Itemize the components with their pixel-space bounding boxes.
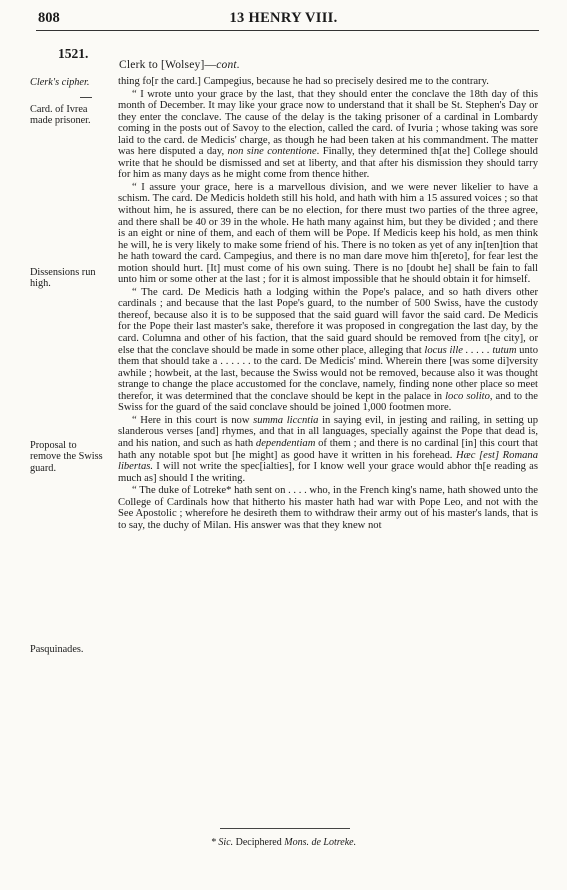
paragraph-4-text-end: , and to the Swiss for the guard of the said conclave should be joined 1,000 footmen more.	[118, 390, 538, 414]
footnote-sic: * Sic.	[210, 837, 234, 848]
footnote-text: Deciphered	[235, 837, 285, 848]
section-title-lead: Clerk to [Wolsey]—	[119, 59, 217, 71]
year-heading: 1521.	[58, 46, 89, 61]
paragraph-5-latin-2: dependentiam	[255, 437, 316, 449]
paragraph-5-text: “ Here in this court is now	[132, 414, 254, 426]
paragraph-1: thing fo[r the card.] Campegius, because he had so precisely desired me to the contrary.	[118, 76, 489, 87]
letter-body	[118, 76, 538, 531]
header-rule	[36, 30, 539, 31]
paragraph-5	[118, 415, 538, 484]
margin-divider	[80, 97, 92, 98]
margin-note-pasquinades: Pasquinades.	[30, 644, 84, 655]
margin-note-clerks-cipher: Clerk's cipher.	[30, 77, 90, 88]
footnote-rule	[220, 828, 350, 829]
paragraph-5-latin: summa liccntia	[253, 414, 319, 426]
paragraph-5-latin-3: Hæc [est] Romana libertas.	[118, 449, 538, 473]
paragraph-5-text-end: I will not write the spec[ialties], for I know well your grace would abhor th[e reading as much as] should I the writing.	[118, 461, 538, 484]
margin-note-proposal: Proposal to remove the Swiss guard.	[30, 440, 103, 474]
paragraph-2-text: “ I wrote unto your grace by the last, that they should enter the conclave the 18th day of this month of December. It may like your grace now to understand that it shall be St. Stephen's Day or they enter the conclave. The cause of the delay is the taking prisoner of a cardinal in Lombardy coming in the posts out of Savoy to the election, called the card. of Ivuria ; whose taking was sore laid to the card. de Medicis' charge, as though he had been taken at his commandment. The matter was here disputed a day,	[118, 88, 538, 158]
paragraph-5-text-3: of them ; and there is no cardinal [in] this court that hath any notable spot but [he might] as good have it written in his forehead.	[118, 437, 538, 461]
paragraph-5-text-2: in saying evil, in jesting and railing, in setting up slanderous verses [and] rhymes, and that in all languages, specially against the Pope that dead is, and his nation, and such as hath	[118, 414, 539, 449]
section-title	[119, 59, 240, 71]
footnote	[0, 837, 567, 848]
paragraph-4-latin-2: loco solito	[445, 390, 490, 402]
margin-note-dissensions: Dissensions run high.	[30, 267, 96, 290]
section-title-cont: cont.	[216, 59, 240, 71]
paragraph-6: “ The duke of Lotreke* hath sent on . . . . who, in the French king's name, hath showed unto the College of Cardinals how that hitherto his master hath had war with Pope Leo, and not with the See Apostolic ; wherefore he desireth them to withdraw their army out of his master's lands, that is to say, the duchy of Milan. His answer was that they knew not	[118, 485, 538, 531]
paragraph-4-latin: locus ille . . . . . tutum	[424, 344, 517, 356]
paragraph-4-text-mid: unto them that should take a . . . . . . to the card. De Medicis' mind. Wherein there [was some di]versity awhile ; howbeit, at the last, because the Swiss would not be removed, because also it was thought strange to change the place accustomed for the conclave, namely, finding none other place so meet therefor, it was determined that the conclave should be kept in the palace in	[118, 344, 539, 402]
paragraph-4-text: “ The card. De Medicis hath a lodging within the Pope's palace, and so hath divers other cardinals ; and because that the last Pope's guard, to the number of 500 Swiss, have the custody thereof, because also it is to be supposed that the said guard will favor the said card. De Medicis for the Pope their last master's sake, therefore it was proposed in congregation the last day, by the card. Columna and other of his faction, that the said guard should be removed from t[he city], or else that the conclave should be made in some other place, alleging that	[118, 286, 538, 356]
margin-note-card-ivrea: Card. of Ivrea made prisoner.	[30, 104, 91, 127]
paragraph-2-latin: non sine contentione	[227, 146, 317, 158]
running-title: 13 HENRY VIII.	[229, 10, 338, 26]
paragraph-4	[118, 287, 538, 414]
paragraph-2-text-end: . Finally, they determined th[at the] College should write that he should be dismissed and set at liberty, and that after his dismission they should tarry for him as many days as he might come from thence hither.	[118, 146, 538, 181]
paragraph-3: “ I assure your grace, here is a marvellous division, and we were never likelier to have a schism. The card. De Medicis holdeth still his hold, and hath with him a 15 assured voices ; so that without him, he is assured, there can be no election, for there must two parties of the three agree, and there shall be 40 or 39 in the whole. He hath many against him, but they be divided ; and there is an eight or nine of them, and each of them will be Pope. If Medicis keep his hold, as men think he will, he is very likely to make some friend of his. There is no token as yet of any in[ten]tion that he hath toward the card. Campegius, and there is no man dare move him th[ereto], for fear lest the motion should hurt. [It] must come of his own suing. There is no [doubt he] shall be fain to fall unto him or some other at the last ; for it is almost impossible that he should obtain it for himself.	[118, 181, 538, 286]
page-number: 808	[38, 10, 60, 26]
paragraph-2	[118, 89, 538, 181]
footnote-name: Mons. de Lotreke.	[284, 837, 357, 848]
